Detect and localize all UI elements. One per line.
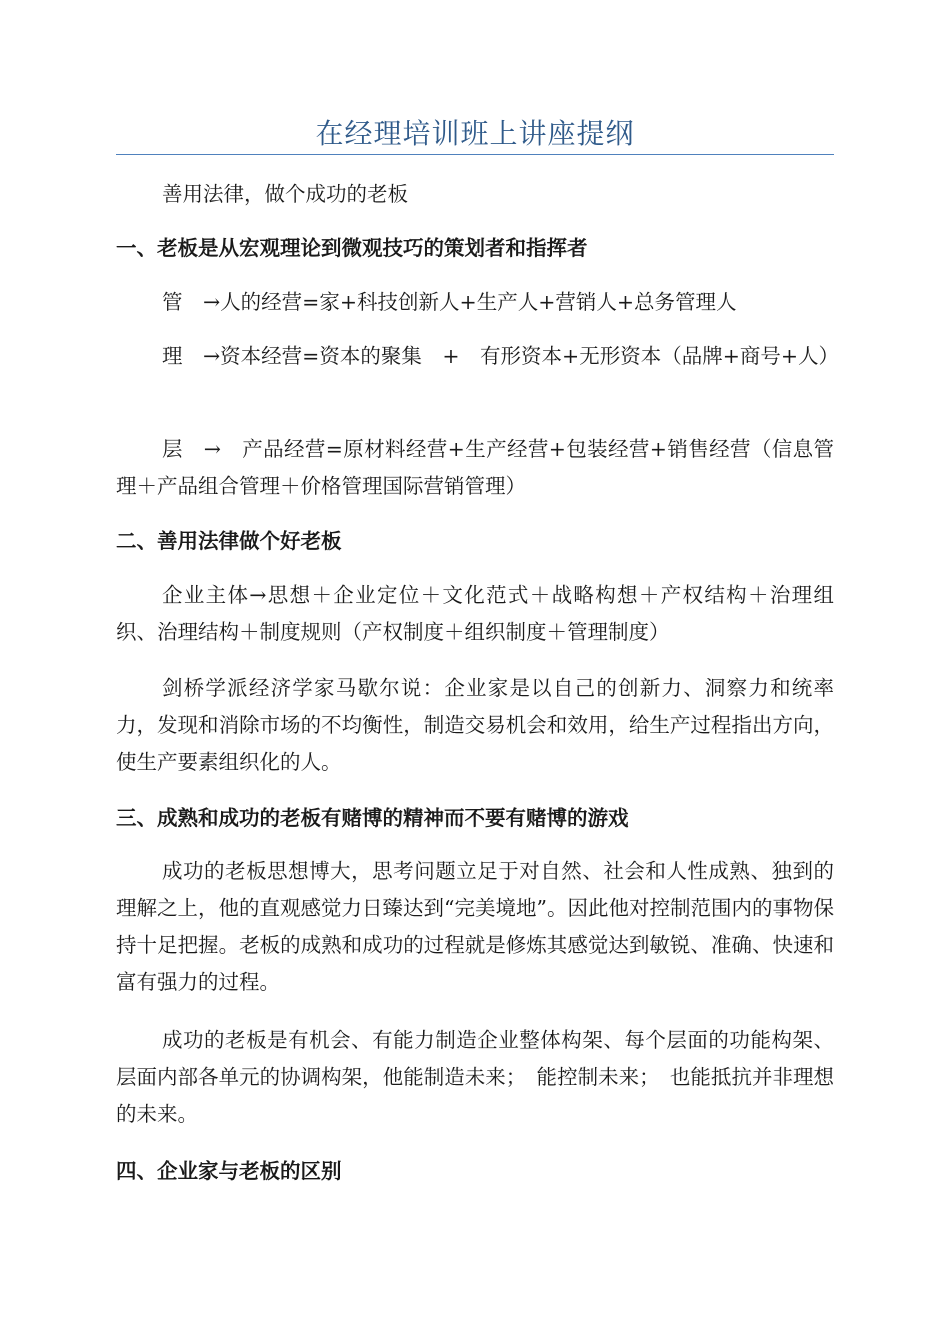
section-1-line-li: 理 →资本经营=资本的聚集 + 有形资本+无形资本（品牌+商号+人） (162, 344, 840, 368)
section-4-heading: 四、企业家与老板的区别 (116, 1159, 342, 1183)
section-2-paragraph-2: 剑桥学派经济学家马歇尔说：企业家是以自己的创新力、洞察力和统率力，发现和消除市场的不均衡性，制造交易机会和效用，给生产过程指出方向，使生产要素组织化的人。 (116, 676, 834, 774)
subtitle-paragraph: 善用法律，做个成功的老板 (162, 182, 408, 206)
section-1-line-guan: 管 →人的经营=家+科技创新人+生产人+营销人+总务管理人 (162, 290, 737, 314)
section-1-line-ceng: 层 → 产品经营=原材料经营+生产经营+包装经营+销售经营（信息管理＋产品组合管理＋价格管理国际营销管理） (116, 437, 834, 498)
title-underline (116, 154, 834, 155)
section-1-heading: 一、老板是从宏观理论到微观技巧的策划者和指挥者 (116, 236, 588, 260)
section-2-paragraph-1: 企业主体→思想＋企业定位＋文化范式＋战略构想＋产权结构＋治理组织、治理结构＋制度规则（产权制度＋组织制度＋管理制度） (116, 583, 834, 644)
document-page (116, 0, 840, 1344)
section-2-heading: 二、善用法律做个好老板 (116, 529, 342, 553)
document-title: 在经理培训班上讲座提纲 (315, 117, 635, 150)
section-3-paragraph-2: 成功的老板是有机会、有能力制造企业整体构架、每个层面的功能构架、层面内部各单元的协调构架，他能制造未来； 能控制未来； 也能抵抗并非理想的未来。 (116, 1028, 834, 1126)
section-3-heading: 三、成熟和成功的老板有赌博的精神而不要有赌博的游戏 (116, 806, 629, 830)
section-3-paragraph-1: 成功的老板思想博大，思考问题立足于对自然、社会和人性成熟、独到的理解之上，他的直观感觉力日臻达到“完美境地”。因此他对控制范围内的事物保持十足把握。老板的成熟和成功的过程就是修炼其感觉达到敏锐、准确、快速和富有强力的过程。 (116, 859, 834, 994)
